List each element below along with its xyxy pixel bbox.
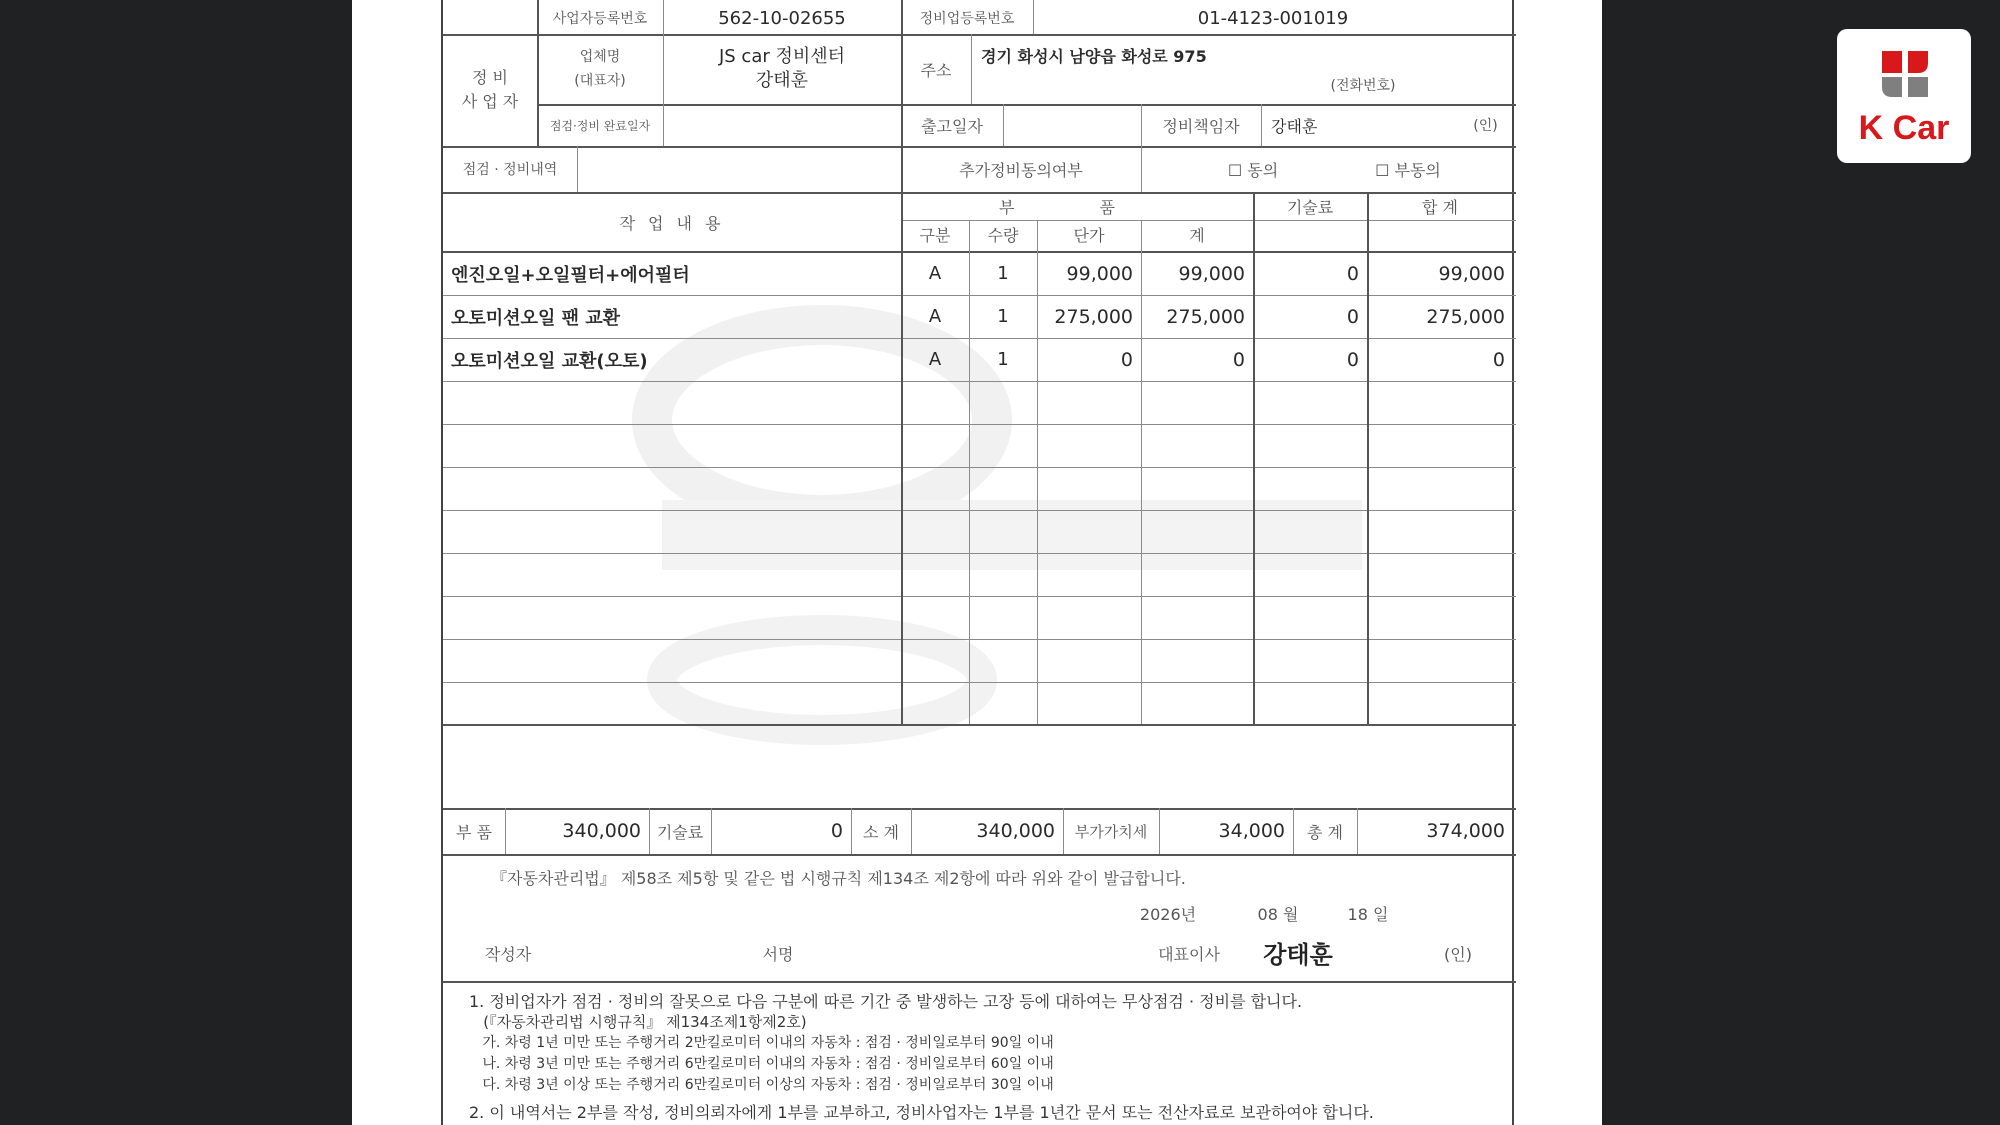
row-type: A <box>928 263 942 284</box>
manager-seal: (인) <box>1473 118 1498 134</box>
grid-line <box>1261 104 1262 146</box>
grid-line <box>1357 808 1358 854</box>
totals-parts-label: 부 품 <box>456 822 492 842</box>
grid-line <box>443 854 1516 856</box>
grid-line <box>443 381 1516 382</box>
row-work: 오토미션오일 팬 교환 <box>451 307 621 329</box>
subheader-type: 구분 <box>919 225 951 245</box>
parts-header: 부 품 <box>999 197 1155 217</box>
grid-line <box>851 808 852 854</box>
maintenance-statement-form <box>441 0 1514 1125</box>
grid-line <box>443 251 1516 253</box>
totals-tech: 0 <box>830 820 843 842</box>
totals-parts: 340,000 <box>562 820 641 842</box>
legal-statement: 『자동차관리법』 제58조 제5항 및 같은 법 시행규칙 제134조 제2항에 따라 위와 같이 발급합니다. <box>491 868 1186 888</box>
row-sum: 99,000 <box>1178 262 1245 285</box>
grid-line <box>969 220 970 724</box>
company-name: JS car 정비센터 <box>718 46 846 67</box>
totals-subtotal-label: 소 계 <box>863 822 899 842</box>
issue-day: 18 일 <box>1347 904 1389 924</box>
row-type: A <box>928 349 942 370</box>
row-work: 엔진오일+오일필터+에어필터 <box>451 264 690 286</box>
totals-subtotal: 340,000 <box>976 820 1055 842</box>
grid-line <box>443 981 1516 983</box>
consent-disagree-checkbox[interactable]: ☐ 부동의 <box>1375 160 1441 180</box>
grid-line <box>1141 104 1142 192</box>
totals-grand-label: 총 계 <box>1307 822 1343 842</box>
totals-vat-label: 부가가치세 <box>1074 822 1148 841</box>
ceo-label: 대표이사 <box>1158 944 1220 964</box>
grid-line <box>443 424 1516 425</box>
release-date-label: 출고일자 <box>921 116 983 136</box>
grid-line <box>443 808 1516 810</box>
grid-line <box>537 0 539 146</box>
row-total: 0 <box>1492 348 1505 371</box>
row-unit-price: 0 <box>1120 348 1133 371</box>
grid-line <box>971 34 972 104</box>
grid-line <box>443 553 1516 554</box>
grid-line <box>1367 192 1369 724</box>
row-qty: 1 <box>997 263 1009 284</box>
ceo-seal: (인) <box>1444 944 1472 964</box>
work-content-header: 작 업 내 용 <box>619 213 725 233</box>
grid-line <box>901 220 1516 221</box>
grid-line <box>443 34 1516 36</box>
subheader-qty: 수량 <box>987 225 1019 245</box>
grid-line <box>443 467 1516 468</box>
grid-line <box>577 146 578 192</box>
sign-label: 서명 <box>762 944 794 964</box>
grid-line <box>1253 192 1255 724</box>
grid-line <box>537 104 1516 106</box>
company-representative: 강태훈 <box>755 70 809 91</box>
business-reg-no-label: 사업자등록번호 <box>552 11 648 27</box>
note-line: 2. 이 내역서는 2부를 작성, 정비의뢰자에게 1부를 교부하고, 정비사업자는 1부를 1년간 문서 또는 전산자료로 보관하여야 합니다. <box>469 1103 1374 1122</box>
grid-line <box>443 596 1516 597</box>
totals-vat: 34,000 <box>1218 820 1285 842</box>
row-tech: 0 <box>1346 305 1359 328</box>
note-line: 나. 차령 3년 미만 또는 주행거리 6만킬로미터 이내의 자동차 : 점검 · 정비일로부터 60일 이내 <box>469 1056 1054 1072</box>
grid-line <box>443 510 1516 511</box>
grid-line <box>443 338 1516 339</box>
grid-line <box>663 0 664 146</box>
grid-line <box>443 192 1516 194</box>
consent-agree-checkbox[interactable]: ☐ 동의 <box>1227 160 1279 180</box>
grid-line <box>711 808 712 854</box>
grid-line <box>443 639 1516 640</box>
row-qty: 1 <box>997 306 1009 327</box>
address-value: 경기 화성시 남양읍 화성로 975 <box>981 46 1207 66</box>
company-name-block <box>663 34 901 104</box>
grid-line <box>1293 808 1294 854</box>
kcar-logo-text: K Car <box>1858 109 1950 147</box>
grid-line <box>443 146 1516 148</box>
grid-line <box>649 808 650 854</box>
tech-fee-header: 기술료 <box>1286 197 1334 217</box>
business-reg-no: 562-10-02655 <box>718 7 846 29</box>
phone-label: (전화번호) <box>1330 78 1396 94</box>
grid-line <box>443 295 1516 296</box>
kcar-logo-icon <box>1880 49 1930 99</box>
kcar-logo[interactable] <box>1837 29 1971 163</box>
extra-consent-label: 추가정비동의여부 <box>959 160 1083 180</box>
grid-line <box>1159 808 1160 854</box>
grid-line <box>1037 220 1038 724</box>
grid-line <box>505 808 506 854</box>
issue-year: 2026년 <box>1139 904 1197 924</box>
completion-date-label: 점검·정비 완료일자 <box>549 118 651 133</box>
note-line: 다. 차령 3년 이상 또는 주행거리 6만킬로미터 이상의 자동차 : 점검 · 정비일로부터 30일 이내 <box>469 1077 1054 1093</box>
grid-line <box>1003 104 1004 146</box>
note-line: (『자동차관리법 시행규칙』 제134조제1항제2호) <box>469 1013 807 1031</box>
row-sum: 275,000 <box>1166 305 1245 328</box>
issue-month: 08 월 <box>1257 904 1299 924</box>
shop-reg-no: 01-4123-001019 <box>1197 7 1349 29</box>
row-total: 99,000 <box>1438 262 1505 285</box>
grid-line <box>443 682 1516 683</box>
row-tech: 0 <box>1346 348 1359 371</box>
row-unit-price: 99,000 <box>1066 262 1133 285</box>
subheader-sum: 계 <box>1189 225 1205 245</box>
manager-label: 정비책임자 <box>1162 116 1240 136</box>
note-line: 1. 정비업자가 점검 · 정비의 잘못으로 다음 구분에 따른 기간 중 발생하는 고장 등에 대하여는 무상점검 · 정비를 합니다. <box>469 992 1303 1011</box>
writer-label: 작성자 <box>484 944 532 964</box>
row-total: 275,000 <box>1426 305 1505 328</box>
row-tech: 0 <box>1346 262 1359 285</box>
business-section-label: 정 비 사 업 자 <box>461 68 519 111</box>
grid-line <box>911 808 912 854</box>
grid-line <box>443 724 1516 726</box>
totals-grand: 374,000 <box>1426 820 1505 842</box>
row-sum: 0 <box>1232 348 1245 371</box>
row-type: A <box>928 306 942 327</box>
row-qty: 1 <box>997 349 1009 370</box>
grid-line <box>1033 0 1034 34</box>
grid-line <box>1141 220 1142 724</box>
manager-name: 강태훈 <box>1271 116 1318 136</box>
grid-line <box>1063 808 1064 854</box>
totals-tech-label: 기술료 <box>656 822 704 842</box>
ceo-signature: 강태훈 <box>1263 939 1333 969</box>
address-label: 주소 <box>920 60 952 80</box>
grid-line <box>901 0 903 724</box>
note-line: 가. 차령 1년 미만 또는 주행거리 2만킬로미터 이내의 자동차 : 점검 · 정비일로부터 90일 이내 <box>469 1035 1054 1051</box>
document-page <box>352 0 1602 1125</box>
company-name-label: 업체명 (대표자) <box>574 49 626 89</box>
subheader-unit-price: 단가 <box>1073 225 1105 245</box>
details-label: 점검 · 정비내역 <box>462 162 558 178</box>
notes-block <box>469 991 1374 1123</box>
shop-reg-no-label: 정비업등록번호 <box>919 11 1015 27</box>
row-work: 오토미션오일 교환(오토) <box>451 350 648 372</box>
total-header: 합 계 <box>1422 197 1458 217</box>
row-unit-price: 275,000 <box>1054 305 1133 328</box>
